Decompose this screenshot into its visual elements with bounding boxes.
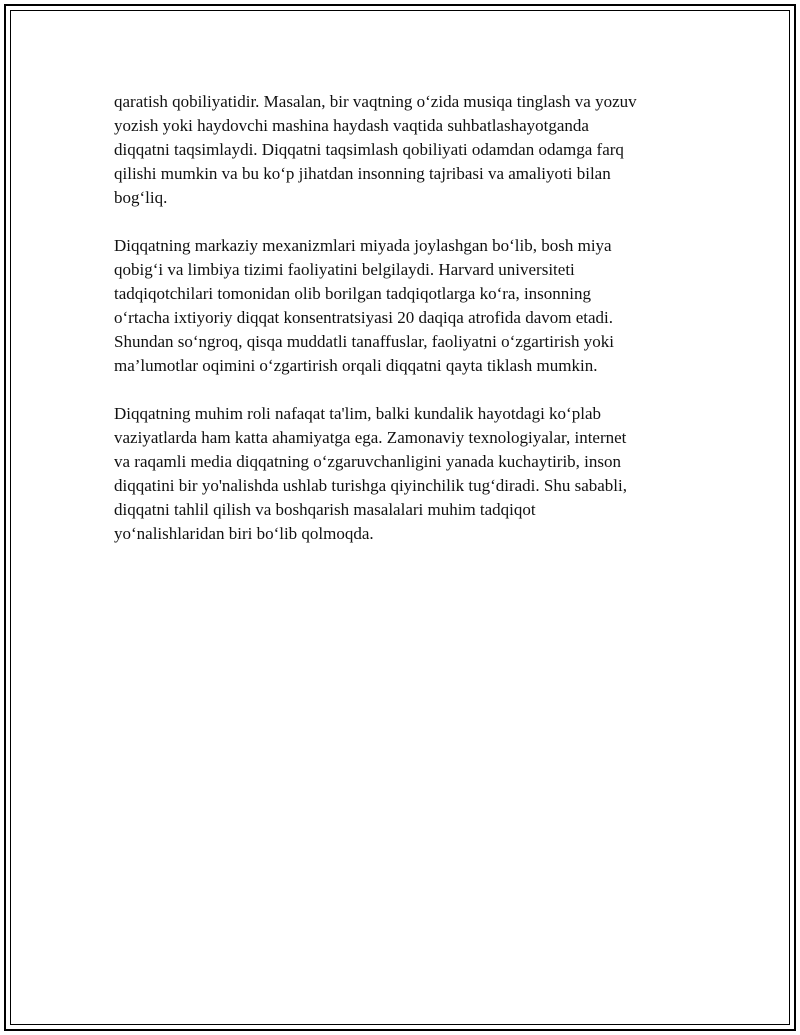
paragraph-3: Diqqatning muhim roli nafaqat ta'lim, balki kundalik hayotdagi ko‘plab vaziyatlarda ham katta ahamiyatga ega. Zamonaviy texnologiyalar, internet va raqamli media diqqatning o‘zgaruvchanligini yanada kuchaytirib, inson diqqatini bir yo'nalishda ushlab turishga qiyinchilik tug‘diradi. Shu sababli, diqqatni tahlil qilish va boshqarish masalalari muhim tadqiqot yo‘nalishlaridan biri bo‘lib qolmoqda. bbox=[114, 404, 627, 543]
document-body bbox=[114, 90, 694, 570]
paragraph-2: Diqqatning markaziy mexanizmlari miyada joylashgan bo‘lib, bosh miya qobig‘i va limbiya tizimi faoliyatini belgilaydi. Harvard universiteti tadqiqotchilari tomonidan olib borilgan tadqiqotlarga ko‘ra, insonning o‘rtacha ixtiyoriy diqqat konsentratsiyasi 20 daqiqa atrofida davom etadi. Shundan so‘ngroq, qisqa muddatli tanaffuslar, faoliyatni o‘zgartirish yoki ma’lumotlar oqimini o‘zgartirish orqali diqqatni qayta tiklash mumkin. bbox=[114, 236, 614, 375]
paragraph-1: qaratish qobiliyatidir. Masalan, bir vaqtning o‘zida musiqa tinglash va yozuv yozish yoki haydovchi mashina haydash vaqtida suhbatlashayotganda diqqatni taqsimlaydi. Diqqatni taqsimlash qobiliyati odamdan odamga farq qilishi mumkin va bu ko‘p jihatdan insonning tajribasi va amaliyoti bilan bog‘liq. bbox=[114, 92, 637, 207]
document-page bbox=[4, 4, 796, 1031]
